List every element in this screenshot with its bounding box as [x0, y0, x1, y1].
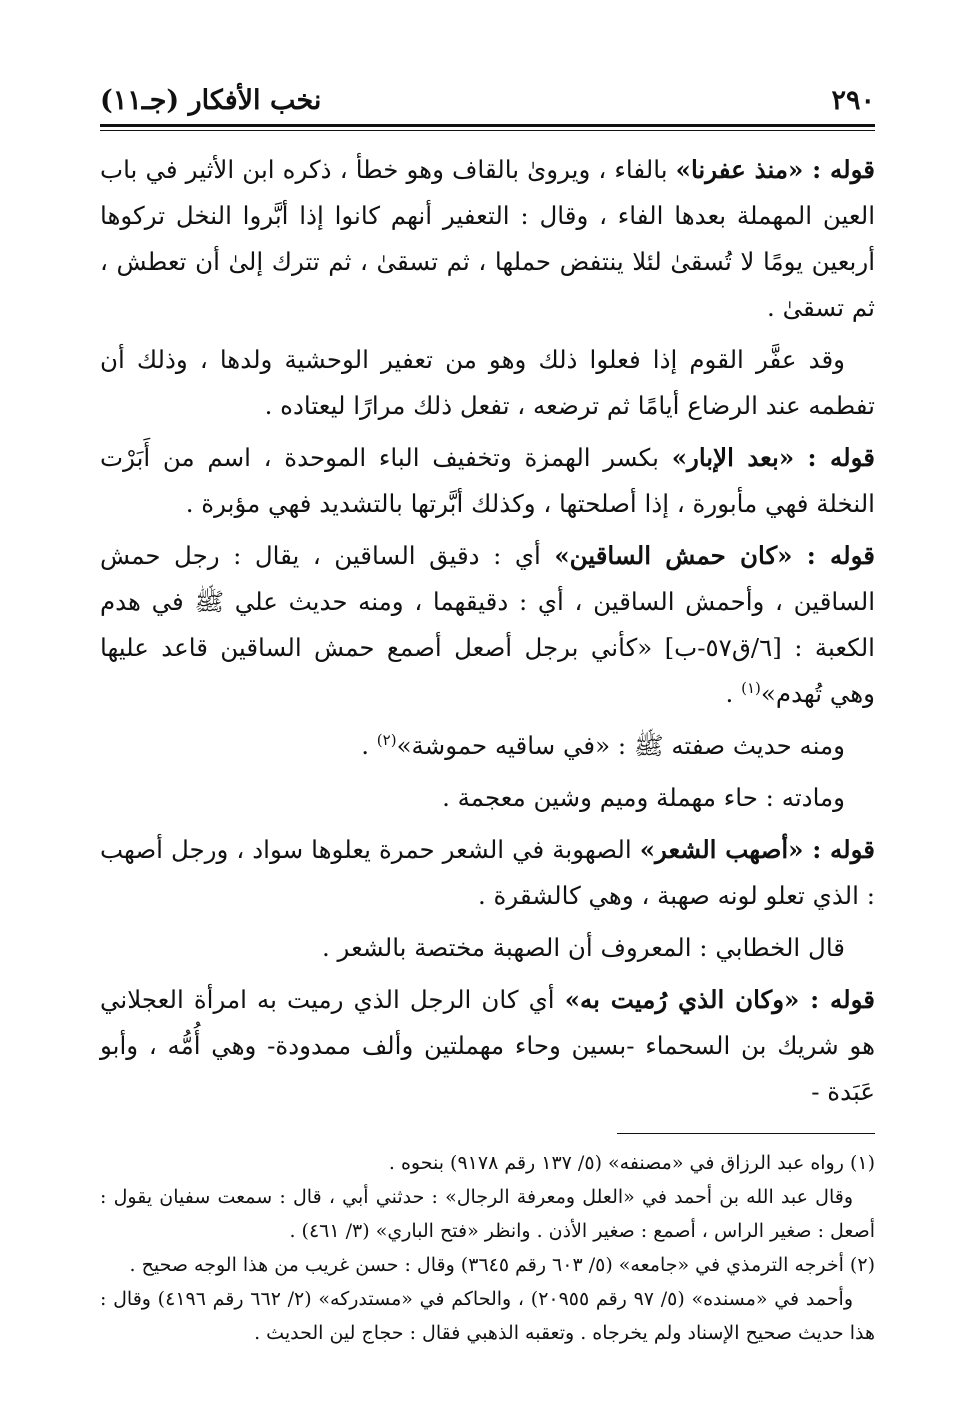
- paragraph-text: ومادته : حاء مهملة وميم وشين معجمة .: [442, 783, 845, 812]
- paragraph-lead: قوله : «وكان الذي رُميت به»: [564, 985, 876, 1014]
- paragraph: [100, 147, 875, 331]
- header-rule-thin: [100, 130, 875, 131]
- paragraph-text: ومنه حديث صفته ﷺ : «في ساقيه حموشة»: [396, 731, 845, 760]
- paragraph-text: الصهوبة في الشعر حمرة يعلوها سواد ، ورجل أصهب : الذي تعلو لونه صهبة ، وهي كالشقرة .: [100, 835, 875, 910]
- paragraph-text: وقد عفَّر القوم إذا فعلوا ذلك وهو من تعفير الوحشية ولدها ، وذلك أن تفطمه عند الرضاع أيامًا ثم ترضعه ، تفعل ذلك مرارًا ليعتاده .: [100, 345, 875, 420]
- footnote-ref[interactable]: (١): [741, 678, 761, 697]
- paragraph-lead: قوله : «منذ عفرنا»: [675, 155, 875, 184]
- footnote: (١) رواه عبد الرزاق في «مصنفه» (٥/ ١٣٧ رقم ٩١٧٨) بنحوه .: [388, 1152, 875, 1174]
- footnote-rule: [617, 1133, 875, 1134]
- footnote-ref[interactable]: (٢): [376, 730, 397, 749]
- footnote: وقال عبد الله بن أحمد في «العلل ومعرفة الرجال» : حدثني أبي ، قال : سمعت سفيان يقول : أصعل : صغير الراس ، أصمع : صغير الأذن . وانظر «فتح الباري» (٣/ ٤٦١) .: [100, 1186, 875, 1242]
- paragraph-lead: قوله : «أصهب الشعر»: [639, 835, 875, 864]
- running-header: [100, 72, 875, 116]
- paragraph-lead: قوله : «بعد الإبار»: [671, 443, 875, 472]
- footnotes: [100, 1146, 875, 1350]
- paragraph: [100, 723, 875, 769]
- paragraph-lead: قوله : «كان حمش الساقين»: [554, 541, 875, 570]
- paragraph-tail: .: [725, 679, 742, 708]
- paragraph-text: أي كان الرجل الذي رميت به امرأة العجلاني هو شريك بن السحماء -بسين وحاء مهملتين وألف ممدودة- وهي أُمُّه ، وأبو عَبَدة -: [100, 985, 875, 1106]
- footnote: (٢) أخرجه الترمذي في «جامعه» (٥/ ٦٠٣ رقم ٣٦٤٥) وقال : حسن غريب من هذا الوجه صحيح .: [129, 1254, 875, 1276]
- paragraph-text: أي : دقيق الساقين ، يقال : رجل حمش الساقين ، وأحمش الساقين ، أي : دقيقهما ، ومنه حديث علي ﷺ في هدم الكعبة : [٦/ق٥٧-ب] «كأني برجل أصعل أصمع حمش الساقين قاعد عليها وهي تُهدم»: [100, 541, 875, 708]
- paragraph: [100, 533, 875, 717]
- paragraph: [100, 337, 875, 429]
- paragraph-text: بكسر الهمزة وتخفيف الباء الموحدة ، اسم من أَبَرْت النخلة فهي مأبورة ، إذا أصلحتها ، وكذلك أبَّرتها بالتشديد فهي مؤبرة .: [100, 443, 875, 518]
- page-number: ٢٩٠: [831, 85, 875, 116]
- header-rule-thick: [100, 124, 875, 127]
- paragraph-text: قال الخطابي : المعروف أن الصهبة مختصة بالشعر .: [321, 933, 845, 962]
- footnote: وأحمد في «مسنده» (٥/ ٩٧ رقم ٢٠٩٥٥) ، والحاكم في «مستدركه» (٢/ ٦٦٢ رقم ٤١٩٦) وقال : هذا حديث صحيح الإسناد ولم يخرجاه . وتعقبه الذهبي فقال : حجاج لين الحديث .: [100, 1288, 875, 1344]
- paragraph: [100, 977, 875, 1115]
- paragraph: [100, 775, 875, 821]
- paragraph: [100, 827, 875, 919]
- paragraph: [100, 925, 875, 971]
- paragraph-tail: .: [361, 731, 377, 760]
- page-content: [100, 72, 875, 1350]
- paragraph: [100, 435, 875, 527]
- book-title: نخب الأفكار (جـ١١): [100, 85, 322, 116]
- main-text: [100, 147, 875, 1115]
- paragraph-text: بالفاء ، ويروىٰ بالقاف وهو خطأ ، ذكره ابن الأثير في باب العين المهملة بعدها الفاء ، وقال : التعفير أنهم كانوا إذا أبَّروا النخل تركوها أربعين يومًا لا تُسقىٰ لئلا ينتفض حملها ، ثم تسقىٰ ، ثم تترك إلىٰ أن تعطش ، ثم تسقىٰ .: [100, 155, 875, 322]
